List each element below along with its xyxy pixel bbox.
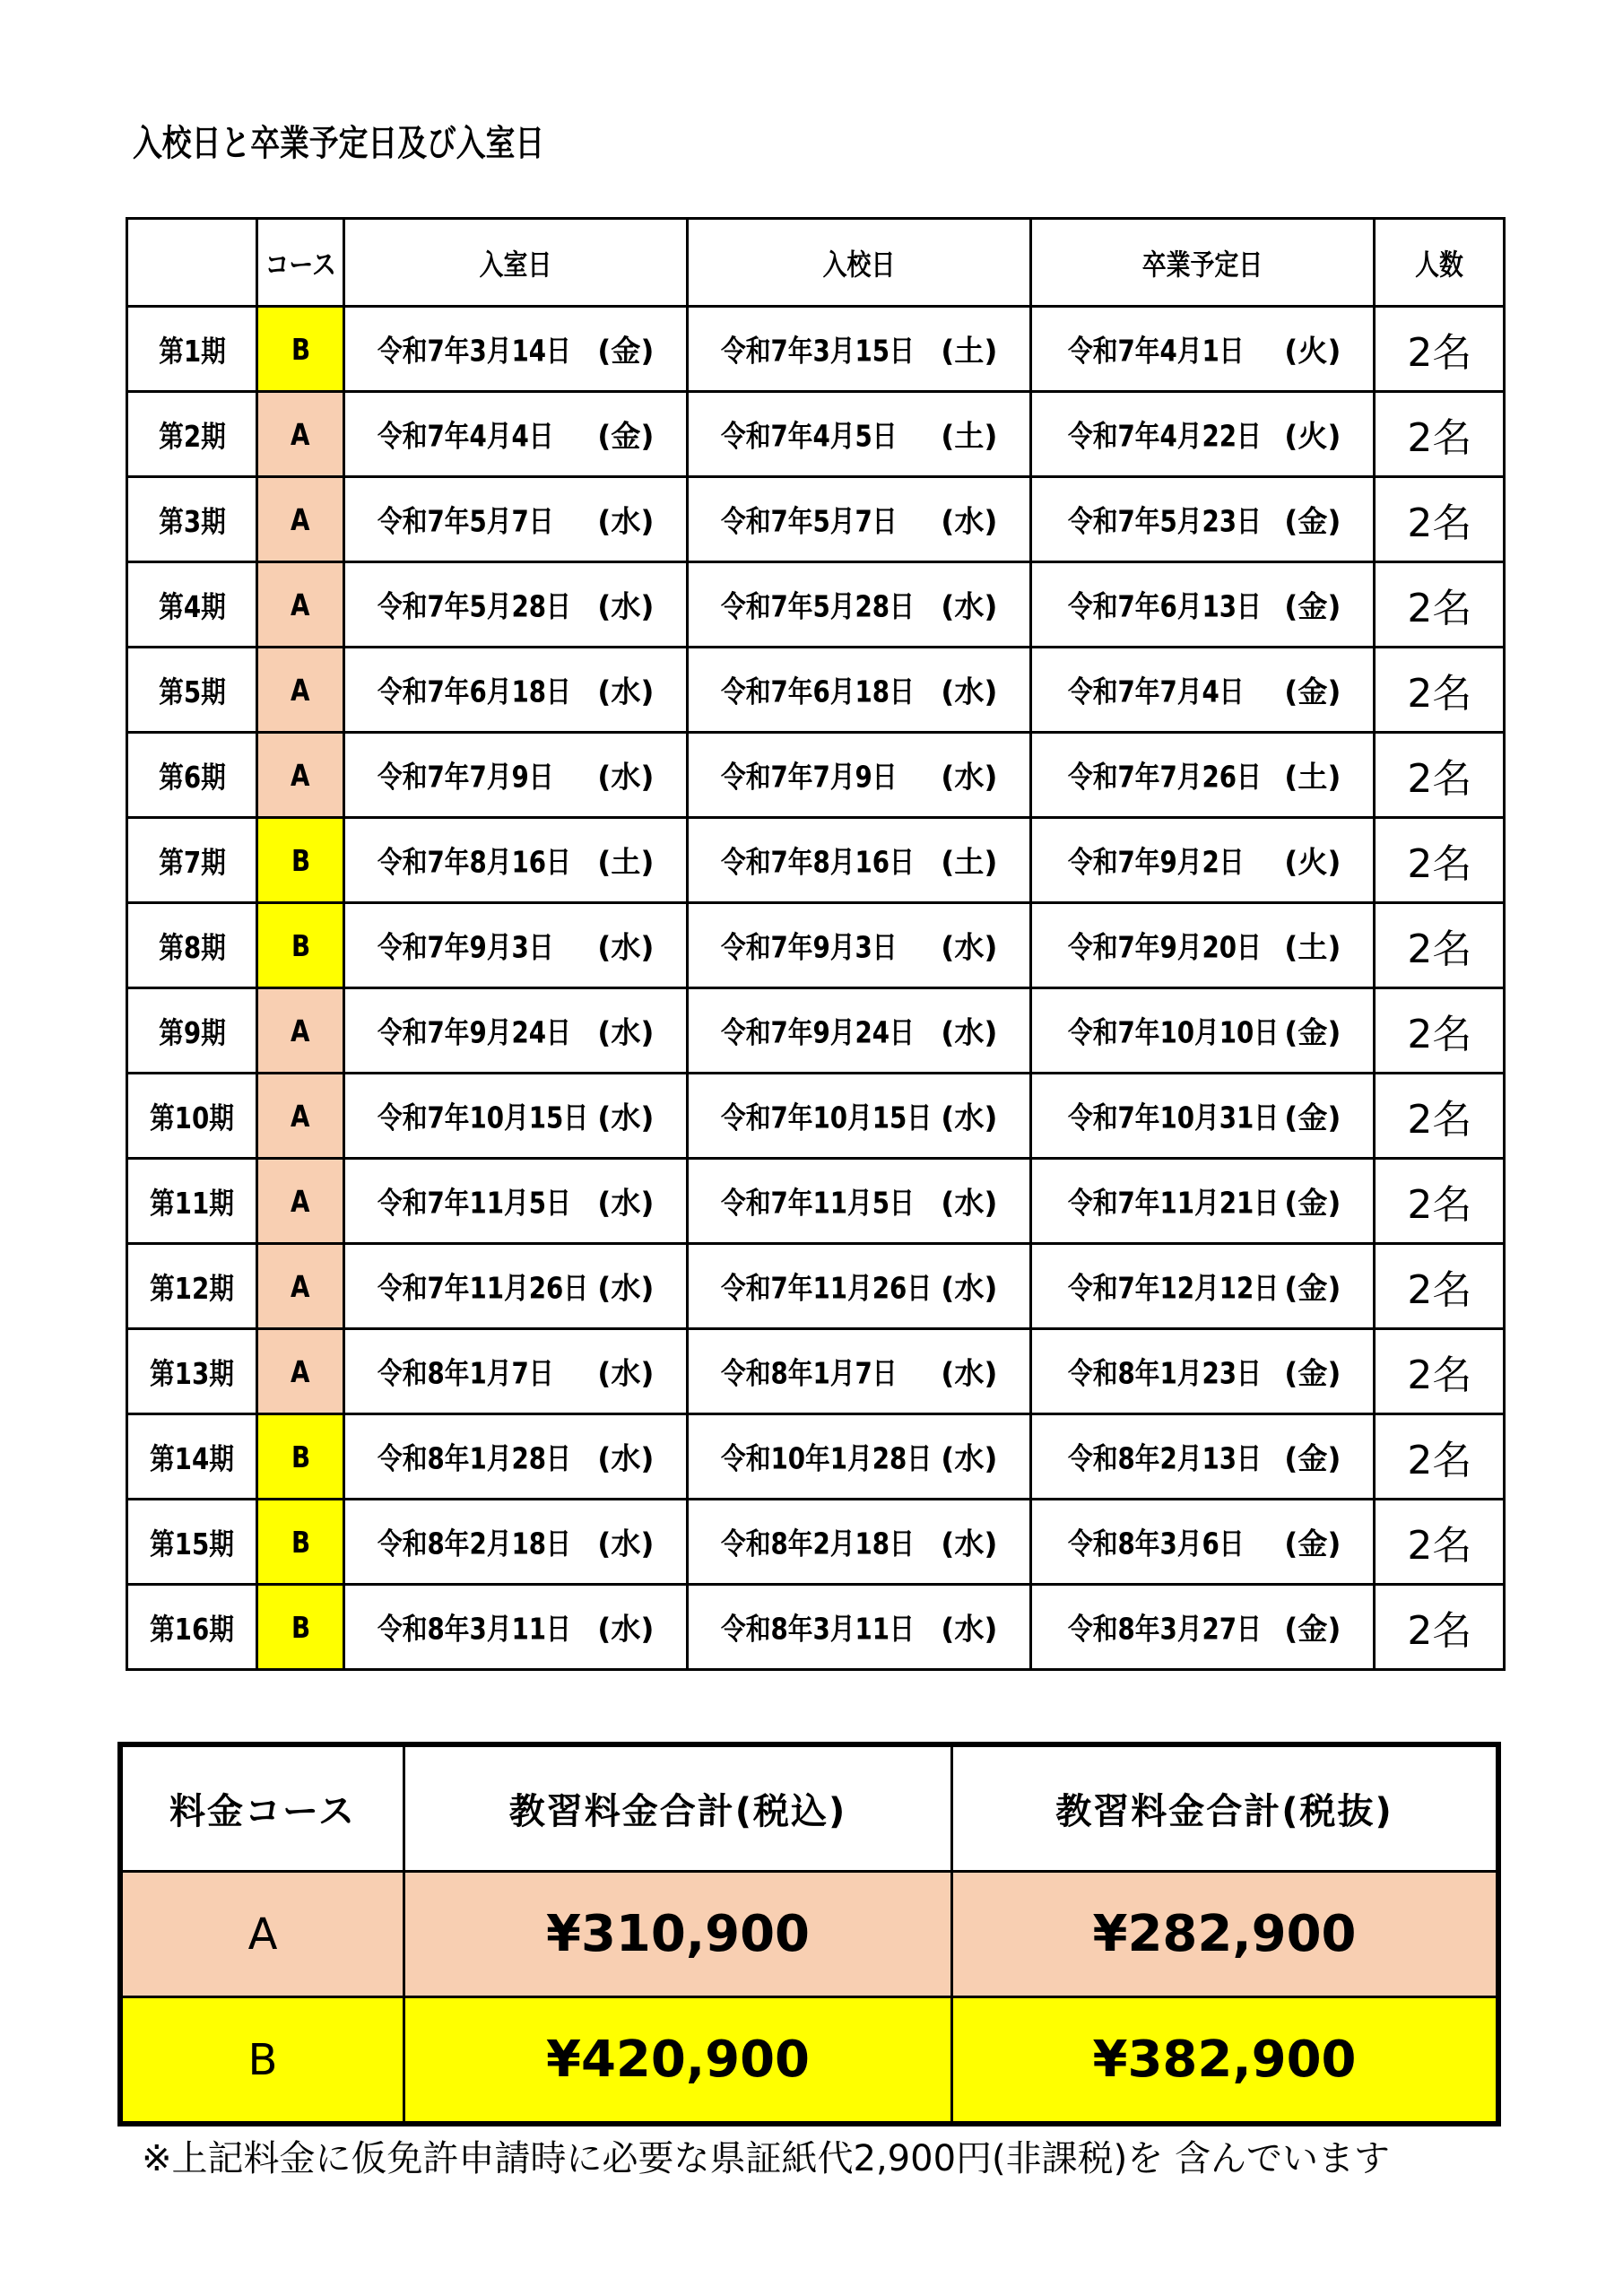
count-cell [1375, 903, 1505, 988]
graduation-date-cell [1031, 1159, 1375, 1244]
graduation-date-weekday: (火) [1284, 418, 1341, 454]
period-cell [127, 1500, 257, 1585]
course-code: A [291, 416, 310, 452]
period-cell [127, 477, 257, 562]
count-cell [1375, 648, 1505, 733]
entry-date-weekday: (水) [941, 1185, 998, 1221]
course-cell [257, 562, 344, 648]
graduation-date-weekday: (金) [1284, 1270, 1341, 1306]
period-cell [127, 818, 257, 903]
period-cell [127, 988, 257, 1074]
graduation-date-weekday: (金) [1284, 588, 1341, 624]
count-cell [1375, 988, 1505, 1074]
course-cell [257, 733, 344, 818]
period-cell [127, 1159, 257, 1244]
room-date: 令和8年1月7日 [378, 1355, 554, 1391]
period-label: 第13期 [149, 1355, 235, 1391]
period-cell [127, 1329, 257, 1414]
entry-date: 令和7年10月15日 [721, 1100, 933, 1135]
period-cell [127, 1244, 257, 1329]
entry-date-weekday: (水) [941, 674, 998, 709]
fee-row-a [120, 1872, 1498, 1997]
room-date-weekday: (金) [597, 418, 655, 454]
graduation-date-weekday: (金) [1284, 1440, 1341, 1476]
fee-course-code: B [120, 1997, 404, 2125]
entry-date-weekday: (水) [941, 503, 998, 539]
room-date-weekday: (水) [597, 1100, 655, 1135]
graduation-date: 令和8年3月6日 [1068, 1526, 1245, 1561]
entry-date: 令和8年1月7日 [721, 1355, 898, 1391]
entry-date-cell [688, 903, 1031, 988]
period-cell [127, 1585, 257, 1670]
graduation-date-cell [1031, 648, 1375, 733]
period-label: 第11期 [149, 1185, 235, 1221]
course-cell [257, 648, 344, 733]
room-date: 令和7年7月9日 [378, 759, 554, 795]
count-cell [1375, 1074, 1505, 1159]
count-cell [1375, 1244, 1505, 1329]
schedule-row [127, 1500, 1505, 1585]
count-value: 2名 [1407, 1097, 1472, 1143]
room-date-cell [344, 1585, 688, 1670]
entry-date: 令和7年6月18日 [721, 674, 916, 709]
header-course: コース [257, 219, 344, 307]
room-date: 令和7年9月24日 [378, 1014, 572, 1050]
count-value: 2名 [1407, 1523, 1472, 1569]
course-cell [257, 1074, 344, 1159]
room-date-cell [344, 818, 688, 903]
room-date: 令和8年2月18日 [378, 1526, 572, 1561]
course-code: B [291, 1524, 310, 1560]
entry-date-cell [688, 307, 1031, 392]
period-label: 第15期 [149, 1526, 235, 1561]
header-entry-date: 入校日 [688, 219, 1031, 307]
room-date-weekday: (水) [597, 1526, 655, 1561]
graduation-date-weekday: (金) [1284, 503, 1341, 539]
entry-date-weekday: (水) [941, 1355, 998, 1391]
graduation-date: 令和7年10月31日 [1068, 1100, 1280, 1135]
count-cell [1375, 818, 1505, 903]
room-date: 令和7年9月3日 [378, 929, 554, 965]
room-date: 令和7年8月16日 [378, 844, 572, 880]
count-cell [1375, 1500, 1505, 1585]
count-value: 2名 [1407, 415, 1472, 461]
entry-date-weekday: (水) [941, 1270, 998, 1306]
period-label: 第16期 [149, 1611, 235, 1647]
count-value: 2名 [1407, 756, 1472, 802]
entry-date-weekday: (水) [941, 1014, 998, 1050]
entry-date: 令和7年5月7日 [721, 503, 898, 539]
entry-date-weekday: (水) [941, 1100, 998, 1135]
schedule-row [127, 733, 1505, 818]
schedule-row [127, 1074, 1505, 1159]
header-period [127, 219, 257, 307]
period-label: 第6期 [158, 759, 226, 795]
course-code: B [291, 842, 310, 878]
entry-date-cell [688, 648, 1031, 733]
room-date-cell [344, 1414, 688, 1500]
course-code: B [291, 927, 310, 963]
count-value: 2名 [1407, 1267, 1472, 1313]
room-date-cell [344, 1500, 688, 1585]
graduation-date-cell [1031, 1074, 1375, 1159]
course-cell [257, 392, 344, 477]
schedule-row [127, 988, 1505, 1074]
room-date-weekday: (水) [597, 1270, 655, 1306]
period-label: 第14期 [149, 1440, 235, 1476]
entry-date: 令和8年2月18日 [721, 1526, 916, 1561]
room-date-weekday: (水) [597, 1440, 655, 1476]
course-code: B [291, 1609, 310, 1645]
graduation-date: 令和7年9月2日 [1068, 844, 1245, 880]
count-cell [1375, 477, 1505, 562]
course-cell [257, 818, 344, 903]
entry-date-cell [688, 477, 1031, 562]
graduation-date: 令和7年10月10日 [1068, 1014, 1280, 1050]
period-label: 第5期 [158, 674, 226, 709]
graduation-date-cell [1031, 988, 1375, 1074]
schedule-header-row [127, 219, 1505, 307]
count-value: 2名 [1407, 586, 1472, 631]
graduation-date: 令和8年1月23日 [1068, 1355, 1263, 1391]
period-cell [127, 903, 257, 988]
graduation-date: 令和7年7月26日 [1068, 759, 1263, 795]
graduation-date: 令和7年5月23日 [1068, 503, 1263, 539]
entry-date-cell [688, 1074, 1031, 1159]
course-cell [257, 988, 344, 1074]
count-value: 2名 [1407, 500, 1472, 546]
graduation-date-weekday: (金) [1284, 1526, 1341, 1561]
course-code: B [291, 331, 310, 367]
entry-date-cell [688, 1500, 1031, 1585]
course-code: A [291, 1098, 310, 1134]
count-cell [1375, 733, 1505, 818]
entry-date-weekday: (水) [941, 759, 998, 795]
entry-date-cell [688, 392, 1031, 477]
graduation-date-weekday: (金) [1284, 1355, 1341, 1391]
fee-without-tax: ¥382,900 [952, 1997, 1499, 2125]
schedule-row [127, 1159, 1505, 1244]
count-cell [1375, 1585, 1505, 1670]
graduation-date: 令和7年4月1日 [1068, 333, 1245, 369]
room-date-weekday: (水) [597, 1185, 655, 1221]
schedule-row [127, 392, 1505, 477]
entry-date-weekday: (水) [941, 588, 998, 624]
room-date-weekday: (水) [597, 1355, 655, 1391]
graduation-date-weekday: (金) [1284, 1611, 1341, 1647]
entry-date: 令和8年3月11日 [721, 1611, 916, 1647]
period-label: 第12期 [149, 1270, 235, 1306]
fee-with-tax: ¥420,900 [404, 1997, 952, 2125]
entry-date: 令和7年7月9日 [721, 759, 898, 795]
count-cell [1375, 1159, 1505, 1244]
graduation-date-cell [1031, 1585, 1375, 1670]
graduation-date-cell [1031, 1500, 1375, 1585]
entry-date-cell [688, 1414, 1031, 1500]
entry-date: 令和7年9月24日 [721, 1014, 916, 1050]
room-date-weekday: (水) [597, 1014, 655, 1050]
period-cell [127, 392, 257, 477]
period-label: 第9期 [158, 1014, 226, 1050]
graduation-date: 令和7年6月13日 [1068, 588, 1263, 624]
header-room-date: 入室日 [344, 219, 688, 307]
room-date: 令和7年10月15日 [378, 1100, 589, 1135]
room-date-cell [344, 1244, 688, 1329]
entry-date-cell [688, 1329, 1031, 1414]
course-cell [257, 1159, 344, 1244]
entry-date: 令和7年3月15日 [721, 333, 916, 369]
period-label: 第7期 [158, 844, 226, 880]
graduation-date-weekday: (金) [1284, 1185, 1341, 1221]
course-code: A [291, 1268, 310, 1304]
schedule-row [127, 903, 1505, 988]
room-date-cell [344, 733, 688, 818]
entry-date-weekday: (土) [941, 418, 998, 454]
period-label: 第4期 [158, 588, 226, 624]
room-date-weekday: (水) [597, 588, 655, 624]
fee-header-row [120, 1744, 1498, 1872]
schedule-table [126, 217, 1506, 1671]
fee-header-without-tax: 教習料金合計(税抜) [952, 1744, 1499, 1872]
graduation-date: 令和7年9月20日 [1068, 929, 1263, 965]
fee-table [117, 1742, 1501, 2126]
course-code: A [291, 757, 310, 793]
graduation-date: 令和7年12月12日 [1068, 1270, 1280, 1306]
graduation-date-cell [1031, 733, 1375, 818]
entry-date: 令和10年1月28日 [721, 1440, 933, 1476]
course-cell [257, 1329, 344, 1414]
schedule-row [127, 477, 1505, 562]
fee-row-b [120, 1997, 1498, 2125]
course-cell [257, 1414, 344, 1500]
entry-date-weekday: (水) [941, 1440, 998, 1476]
course-code: A [291, 1353, 310, 1389]
course-cell [257, 1585, 344, 1670]
count-value: 2名 [1407, 1438, 1472, 1483]
graduation-date: 令和8年3月27日 [1068, 1611, 1263, 1647]
entry-date-cell [688, 562, 1031, 648]
entry-date: 令和7年9月3日 [721, 929, 898, 965]
room-date: 令和8年1月28日 [378, 1440, 572, 1476]
entry-date: 令和7年4月5日 [721, 418, 898, 454]
graduation-date-weekday: (火) [1284, 333, 1341, 369]
entry-date: 令和7年11月5日 [721, 1185, 916, 1221]
graduation-date-weekday: (土) [1284, 759, 1341, 795]
graduation-date-cell [1031, 1329, 1375, 1414]
entry-date: 令和7年5月28日 [721, 588, 916, 624]
room-date-weekday: (水) [597, 674, 655, 709]
course-code: A [291, 587, 310, 622]
graduation-date-cell [1031, 1414, 1375, 1500]
room-date-cell [344, 1074, 688, 1159]
graduation-date-cell [1031, 392, 1375, 477]
graduation-date-weekday: (土) [1284, 929, 1341, 965]
entry-date-weekday: (水) [941, 1526, 998, 1561]
fee-note: ※上記料金に仮免許申請時に必要な県証紙代2,900円(非課税)を 含んでいます [142, 2138, 1390, 2179]
period-label: 第1期 [158, 333, 226, 369]
schedule-row [127, 648, 1505, 733]
period-cell [127, 1074, 257, 1159]
course-code: A [291, 1183, 310, 1219]
count-value: 2名 [1407, 1352, 1472, 1398]
fee-course-code: A [120, 1872, 404, 1997]
period-cell [127, 648, 257, 733]
header-count: 人数 [1375, 219, 1505, 307]
course-cell [257, 1500, 344, 1585]
room-date-weekday: (水) [597, 759, 655, 795]
room-date: 令和7年6月18日 [378, 674, 572, 709]
page-title: 入校日と卒業予定日及び入室日 [133, 123, 545, 164]
count-cell [1375, 392, 1505, 477]
graduation-date-cell [1031, 818, 1375, 903]
period-label: 第2期 [158, 418, 226, 454]
room-date: 令和7年5月7日 [378, 503, 554, 539]
course-cell [257, 477, 344, 562]
graduation-date-cell [1031, 903, 1375, 988]
room-date-cell [344, 648, 688, 733]
room-date-weekday: (金) [597, 333, 655, 369]
room-date-cell [344, 1159, 688, 1244]
room-date-weekday: (水) [597, 503, 655, 539]
count-cell [1375, 562, 1505, 648]
graduation-date: 令和7年7月4日 [1068, 674, 1245, 709]
room-date: 令和8年3月11日 [378, 1611, 572, 1647]
period-cell [127, 1414, 257, 1500]
graduation-date-cell [1031, 562, 1375, 648]
course-cell [257, 1244, 344, 1329]
period-cell [127, 562, 257, 648]
entry-date-cell [688, 1585, 1031, 1670]
fee-with-tax: ¥310,900 [404, 1872, 952, 1997]
room-date: 令和7年11月5日 [378, 1185, 572, 1221]
room-date: 令和7年3月14日 [378, 333, 572, 369]
count-value: 2名 [1407, 1012, 1472, 1057]
period-cell [127, 733, 257, 818]
schedule-row [127, 1329, 1505, 1414]
count-cell [1375, 307, 1505, 392]
count-value: 2名 [1407, 841, 1472, 887]
schedule-row [127, 1585, 1505, 1670]
room-date-weekday: (水) [597, 929, 655, 965]
entry-date-cell [688, 818, 1031, 903]
room-date-cell [344, 988, 688, 1074]
graduation-date-weekday: (金) [1284, 1014, 1341, 1050]
room-date-cell [344, 307, 688, 392]
period-label: 第3期 [158, 503, 226, 539]
schedule-row [127, 1414, 1505, 1500]
entry-date-cell [688, 733, 1031, 818]
fee-header-course: 料金コース [120, 1744, 404, 1872]
graduation-date-weekday: (金) [1284, 674, 1341, 709]
room-date: 令和7年11月26日 [378, 1270, 589, 1306]
course-code: A [291, 1013, 310, 1048]
graduation-date-weekday: (火) [1284, 844, 1341, 880]
entry-date: 令和7年11月26日 [721, 1270, 933, 1306]
room-date-weekday: (土) [597, 844, 655, 880]
graduation-date-cell [1031, 1244, 1375, 1329]
room-date-cell [344, 562, 688, 648]
graduation-date-cell [1031, 307, 1375, 392]
graduation-date: 令和7年4月22日 [1068, 418, 1263, 454]
entry-date-weekday: (土) [941, 844, 998, 880]
entry-date-weekday: (水) [941, 1611, 998, 1647]
fee-header-with-tax: 教習料金合計(税込) [404, 1744, 952, 1872]
entry-date-cell [688, 1159, 1031, 1244]
course-code: A [291, 672, 310, 708]
course-code: A [291, 501, 310, 537]
schedule-row [127, 1244, 1505, 1329]
schedule-row [127, 307, 1505, 392]
room-date: 令和7年5月28日 [378, 588, 572, 624]
count-value: 2名 [1407, 1608, 1472, 1654]
header-graduation-date: 卒業予定日 [1031, 219, 1375, 307]
period-label: 第10期 [149, 1100, 235, 1135]
entry-date-cell [688, 988, 1031, 1074]
period-cell [127, 307, 257, 392]
room-date-weekday: (水) [597, 1611, 655, 1647]
entry-date: 令和7年8月16日 [721, 844, 916, 880]
graduation-date: 令和8年2月13日 [1068, 1440, 1263, 1476]
count-value: 2名 [1407, 671, 1472, 717]
count-value: 2名 [1407, 926, 1472, 972]
count-value: 2名 [1407, 330, 1472, 376]
count-cell [1375, 1329, 1505, 1414]
graduation-date: 令和7年11月21日 [1068, 1185, 1280, 1221]
room-date-cell [344, 903, 688, 988]
room-date-cell [344, 1329, 688, 1414]
course-cell [257, 307, 344, 392]
entry-date-weekday: (土) [941, 333, 998, 369]
course-cell [257, 903, 344, 988]
count-cell [1375, 1414, 1505, 1500]
schedule-row [127, 562, 1505, 648]
entry-date-weekday: (水) [941, 929, 998, 965]
period-label: 第8期 [158, 929, 226, 965]
entry-date-cell [688, 1244, 1031, 1329]
room-date-cell [344, 392, 688, 477]
graduation-date-weekday: (金) [1284, 1100, 1341, 1135]
count-value: 2名 [1407, 1182, 1472, 1228]
graduation-date-cell [1031, 477, 1375, 562]
room-date-cell [344, 477, 688, 562]
fee-without-tax: ¥282,900 [952, 1872, 1499, 1997]
schedule-row [127, 818, 1505, 903]
room-date: 令和7年4月4日 [378, 418, 554, 454]
course-code: B [291, 1439, 310, 1474]
